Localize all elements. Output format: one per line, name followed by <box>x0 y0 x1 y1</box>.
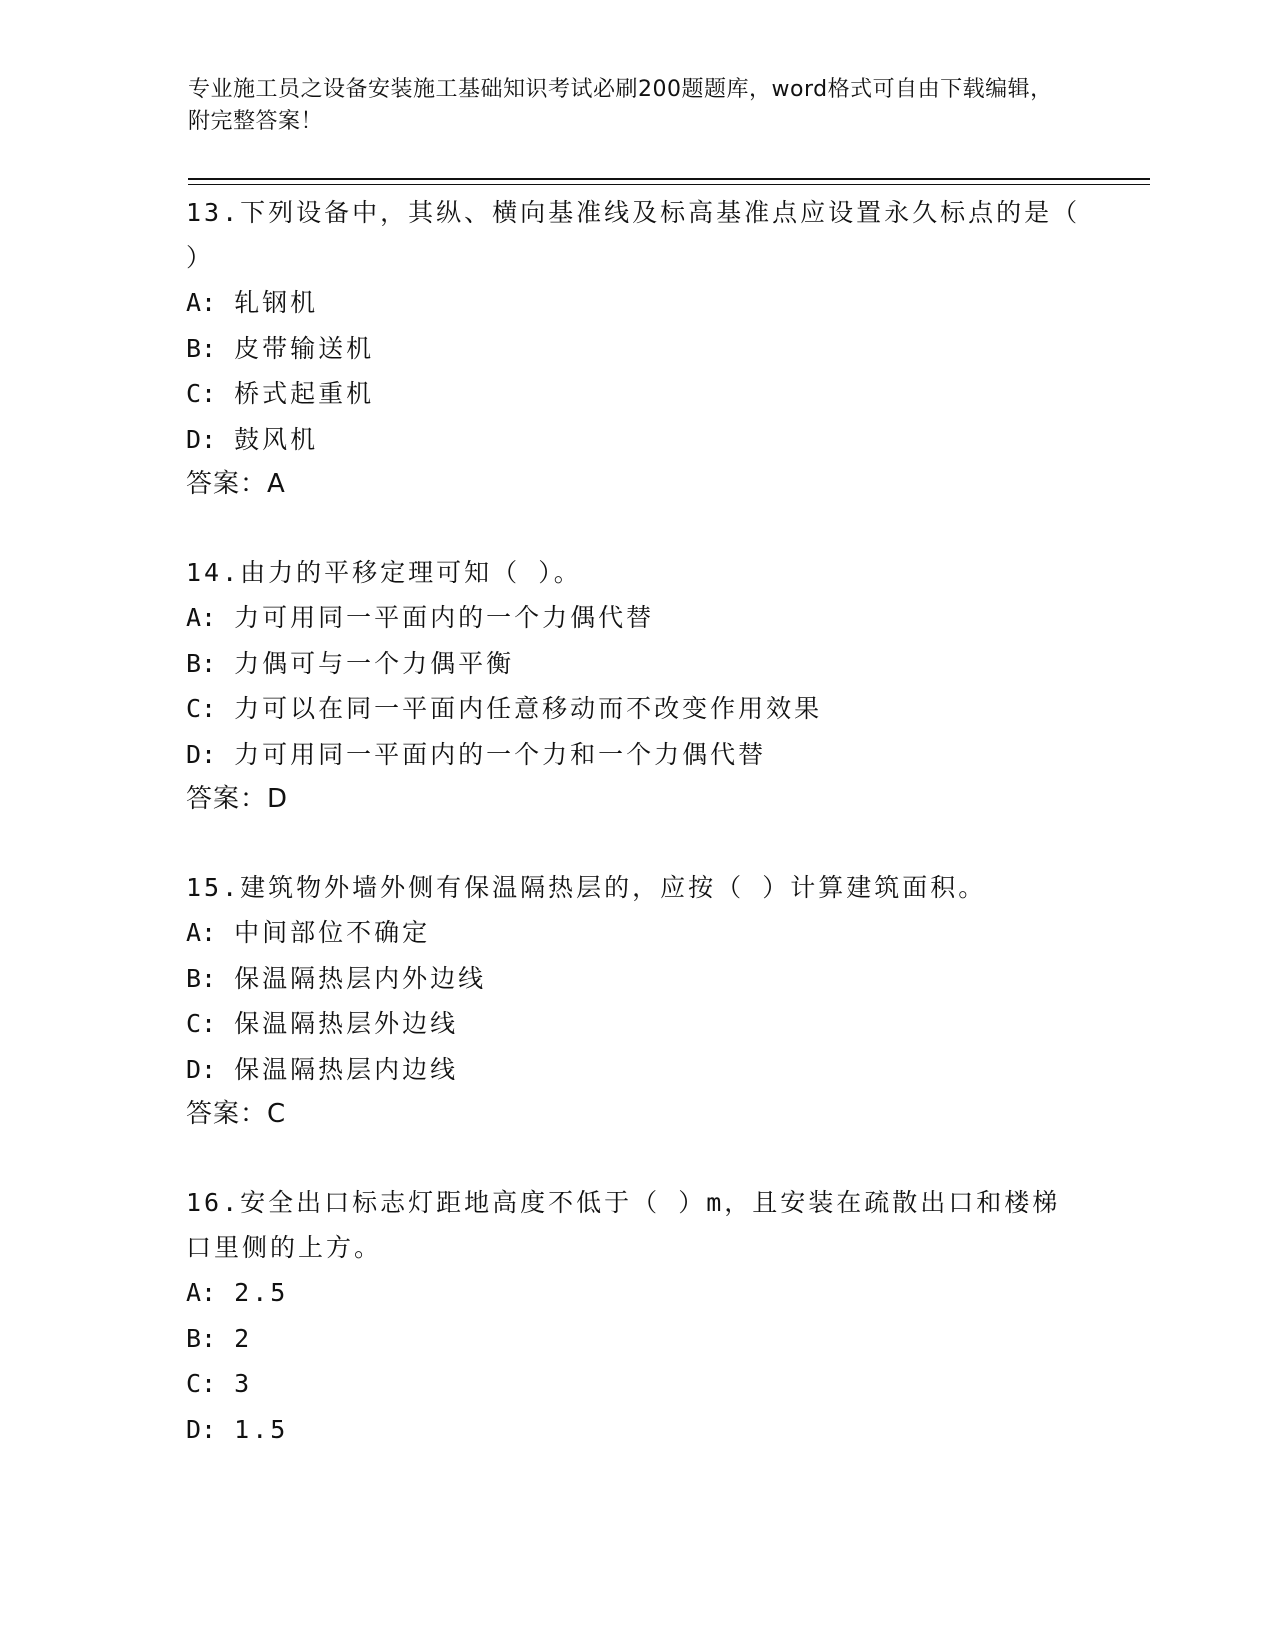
option-text: 2.5 <box>234 1278 289 1307</box>
option-b <box>186 641 1086 687</box>
option-c <box>186 1361 1086 1407</box>
option-letter: D: <box>186 1054 217 1084</box>
question-text: 13.下列设备中，其纵、横向基准线及标高基准点应设置永久标点的是（ ） <box>186 198 1081 272</box>
header-rule-thick <box>188 178 1150 180</box>
option-text: 2 <box>234 1323 253 1353</box>
question-13 <box>186 190 1086 506</box>
option-letter: A: <box>186 603 217 632</box>
answer-line: 答案：D <box>186 784 289 814</box>
option-text: 中间部位不确定 <box>234 918 431 947</box>
question-text: 16.安全出口标志灯距地高度不低于（ ）m，且安装在疏散出口和楼梯口里侧的上方。 <box>186 1188 1061 1262</box>
option-b <box>186 326 1086 372</box>
question-15 <box>186 865 1086 1136</box>
option-text: 保温隔热层内外边线 <box>234 963 487 993</box>
question-16 <box>186 1180 1086 1452</box>
question-list <box>186 190 1086 1452</box>
option-d <box>186 1047 1086 1093</box>
option-b <box>186 956 1086 1002</box>
option-letter: C: <box>186 1009 217 1038</box>
option-letter: C: <box>186 1369 217 1398</box>
document-header: 专业施工员之设备安装施工基础知识考试必刷200题题库，word格式可自由下载编辑，附完整答案！ <box>188 77 1053 134</box>
option-text: 皮带输送机 <box>234 333 375 363</box>
option-letter: D: <box>186 1414 217 1444</box>
option-c <box>186 1001 1086 1047</box>
option-letter: B: <box>186 1323 217 1353</box>
question-14 <box>186 550 1086 821</box>
option-b <box>186 1316 1086 1362</box>
option-text: 力可用同一平面内的一个力和一个力偶代替 <box>234 739 767 769</box>
option-letter: D: <box>186 424 217 454</box>
answer-line: 答案：C <box>186 1099 287 1129</box>
option-text: 力偶可与一个力偶平衡 <box>234 648 515 678</box>
option-text: 轧钢机 <box>234 288 319 317</box>
option-letter: A: <box>186 918 217 947</box>
option-a <box>186 595 1086 641</box>
option-text: 保温隔热层内边线 <box>234 1054 459 1084</box>
option-letter: B: <box>186 963 217 993</box>
option-text: 鼓风机 <box>234 424 319 454</box>
option-letter: A: <box>186 288 217 317</box>
option-letter: C: <box>186 379 217 408</box>
question-text: 14.由力的平移定理可知（ ）。 <box>186 558 582 587</box>
option-d <box>186 1407 1086 1453</box>
option-text: 1.5 <box>234 1414 289 1444</box>
option-text: 力可用同一平面内的一个力偶代替 <box>234 603 655 632</box>
option-text: 保温隔热层外边线 <box>234 1009 459 1038</box>
option-letter: A: <box>186 1278 217 1307</box>
header-rule-thin <box>188 184 1150 185</box>
option-letter: B: <box>186 648 217 678</box>
option-text: 力可以在同一平面内任意移动而不改变作用效果 <box>234 694 823 723</box>
option-letter: D: <box>186 739 217 769</box>
option-letter: C: <box>186 694 217 723</box>
option-c <box>186 686 1086 732</box>
option-d <box>186 417 1086 463</box>
option-a <box>186 280 1086 326</box>
option-a <box>186 1270 1086 1316</box>
option-d <box>186 732 1086 778</box>
option-letter: B: <box>186 333 217 363</box>
option-text: 桥式起重机 <box>234 379 375 408</box>
question-text: 15.建筑物外墙外侧有保温隔热层的，应按（ ）计算建筑面积。 <box>186 873 987 902</box>
option-text: 3 <box>234 1369 253 1398</box>
option-c <box>186 371 1086 417</box>
answer-line: 答案：A <box>186 469 286 499</box>
option-a <box>186 910 1086 956</box>
